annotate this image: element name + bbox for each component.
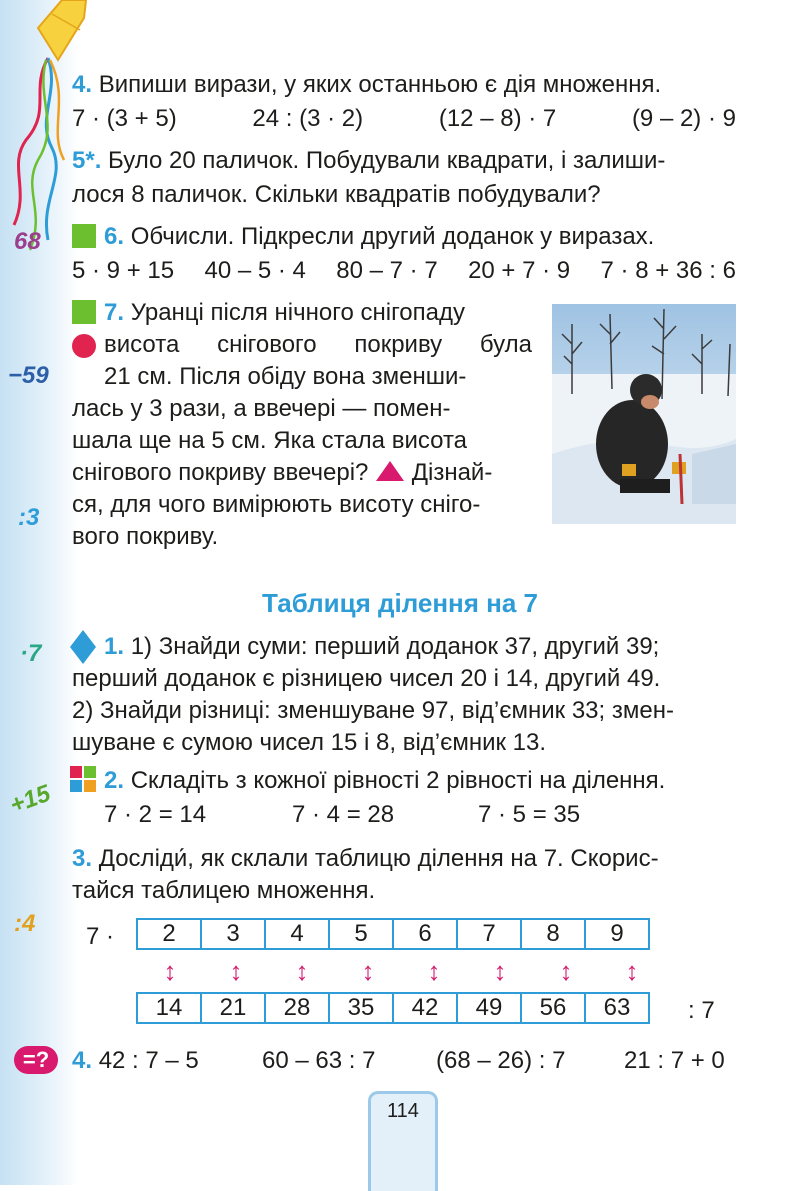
table-top-row [138, 918, 650, 950]
sidebar-marker-div3: :3 [18, 504, 40, 531]
table-cell: 3 [200, 918, 266, 950]
section-task-1-line2: перший доданок є різницею чисел 20 і 14, другий 49. [72, 665, 661, 692]
table-cell: 5 [328, 918, 394, 950]
table-cell: 14 [136, 992, 202, 1024]
task-7-line4: лась у 3 рази, а ввечері — помен- [72, 395, 451, 422]
table-cell: 8 [520, 918, 586, 950]
task-4-expressions: 7 · (3 + 5) 24 : (3 · 2) (12 – 8) · 7 (9 – 2) · 9 [72, 105, 736, 132]
section-task-2-heading: 2. Складіть з кожної рівності 2 рівності на ділення. [104, 767, 666, 794]
page-number: 114 [387, 1100, 419, 1122]
double-arrow-icon: ↕ [625, 956, 639, 986]
table-cell: 6 [392, 918, 458, 950]
table-cell: 4 [264, 918, 330, 950]
table-cell: 56 [520, 992, 586, 1024]
table-cell: 7 [456, 918, 522, 950]
table-bottom-row [138, 992, 650, 1024]
double-arrow-icon: ↕ [361, 956, 375, 986]
task-7-line3: 21 см. Після обіду вона зменши- [104, 363, 467, 390]
section-task-4-expr2: 60 – 63 : 7 [262, 1047, 376, 1074]
sidebar-marker-equals-question: =? [14, 1046, 58, 1074]
section-task-4-expr1: 4. 42 : 7 – 5 [72, 1047, 199, 1074]
double-arrow-icon: ↕ [229, 956, 243, 986]
section-task-1-line1: 1. 1) Знайди суми: перший доданок 37, другий 39; [104, 633, 660, 660]
table-cell: 2 [136, 918, 202, 950]
double-arrow-icon: ↕ [427, 956, 441, 986]
red-circle-icon [72, 334, 96, 358]
section-task-1-line3: 2) Знайди різниці: зменшуване 97, від’ємник 33; змен- [72, 697, 674, 724]
pink-triangle-icon [375, 460, 405, 482]
sidebar-marker-mul7: ·7 [20, 640, 42, 667]
table-cell: 35 [328, 992, 394, 1024]
table-cell: 63 [584, 992, 650, 1024]
double-arrow-icon: ↕ [295, 956, 309, 986]
snow-measurement-photo [552, 304, 736, 524]
green-square-icon [72, 224, 96, 248]
double-arrow-icon: ↕ [163, 956, 177, 986]
task-7-line5: шала ще на 5 см. Яка стала висота [72, 427, 468, 454]
task-7-line7: ся, для чого вимірюють висоту сніго- [72, 491, 481, 518]
task-5-line2: лося 8 паличок. Скільки квадратів побудували? [72, 181, 601, 208]
sidebar-marker-minus59: −59 [8, 362, 49, 389]
divide-label: : 7 [688, 997, 715, 1024]
task-6-heading: 6. Обчисли. Підкресли другий доданок у виразах. [104, 223, 655, 250]
section-task-4-expr4: 21 : 7 + 0 [624, 1047, 725, 1074]
sidebar-marker-div4: :4 [14, 910, 36, 937]
blue-diamond-icon [70, 630, 96, 664]
table-cell: 21 [200, 992, 266, 1024]
section-title: Таблиця ділення на 7 [262, 588, 538, 618]
task-7-line8: вого покриву. [72, 523, 219, 550]
task-number: 4. [72, 71, 93, 98]
equation-2: 7 · 4 = 28 [292, 801, 395, 828]
table-cell: 28 [264, 992, 330, 1024]
equation-1: 7 · 2 = 14 [104, 801, 207, 828]
table-cell: 49 [456, 992, 522, 1024]
task-4-heading: 4. Випиши вирази, у яких останньою є дія множення. [72, 71, 662, 98]
section-task-1-line4: шуване є сумою чисел 15 і 8, від’ємник 13. [72, 729, 547, 756]
green-square-icon [72, 300, 96, 324]
table-cell: 42 [392, 992, 458, 1024]
task-7-line1: 7. Уранці після нічного снігопаду [104, 299, 465, 326]
double-arrow-icon: ↕ [559, 956, 573, 986]
section-task-3-line2: тайся таблицею множення. [72, 877, 376, 904]
page-number-tab [368, 1091, 438, 1191]
task-5-line1: 5*. Було 20 паличок. Побудували квадрати, і залиши- [72, 147, 666, 174]
sidebar-marker-68: 68 [14, 228, 41, 255]
task-6-expressions: 5 · 9 + 15 40 – 5 · 4 80 – 7 · 7 20 + 7 · 9 7 · 8 + 36 : 6 [72, 257, 736, 284]
table-cell: 9 [584, 918, 650, 950]
task-7-line2: висота снігового покриву була [104, 331, 532, 358]
section-task-3-line1: 3. Досліди́, як склали таблицю ділення на 7. Скорис- [72, 845, 659, 872]
section-task-4-expr3: (68 – 26) : 7 [436, 1047, 566, 1074]
double-arrow-icon: ↕ [493, 956, 507, 986]
four-squares-icon [70, 766, 96, 792]
multiply-label: 7 · [86, 923, 115, 950]
sidebar-marker-plus15: +15 [6, 779, 54, 820]
task-7-line6: снігового покриву ввечері? Дізнай- [72, 459, 493, 486]
equation-3: 7 · 5 = 35 [478, 801, 581, 828]
